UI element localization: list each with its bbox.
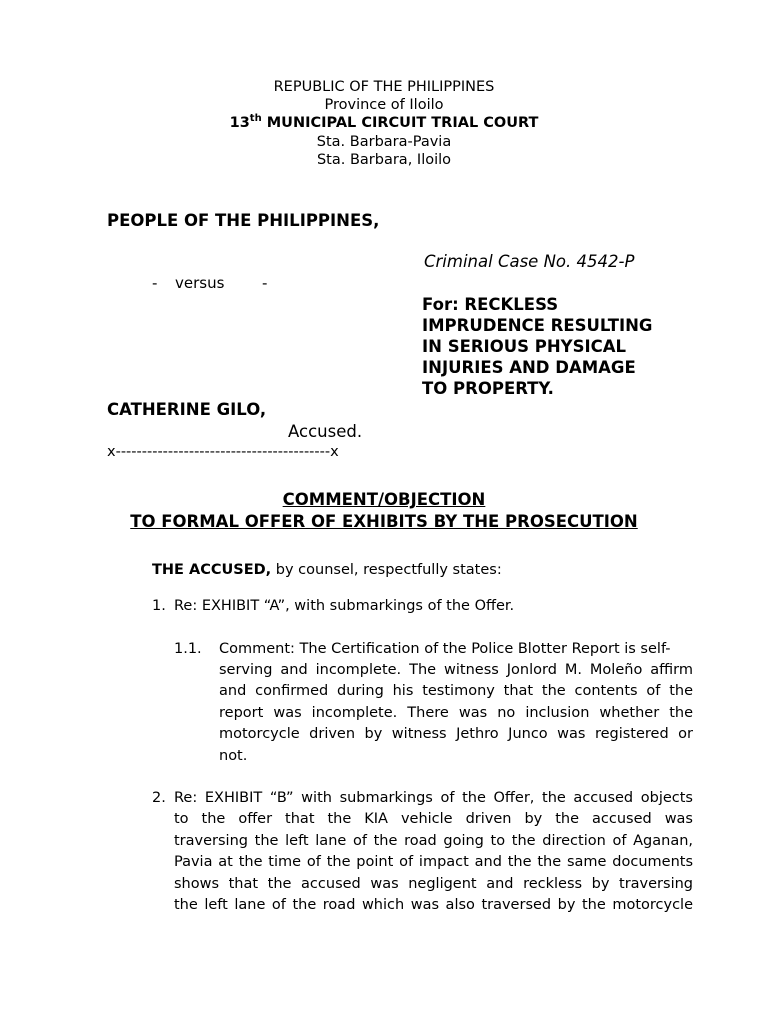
plaintiff-name: PEOPLE OF THE PHILIPPINES, — [107, 211, 380, 230]
paragraph-line: serving and incomplete. The witness Jonlord M. Moleño affirm — [219, 662, 693, 678]
paragraph-line: traversing the left lane of the road going to the direction of Aganan, — [174, 832, 693, 849]
charge-line: TO PROPERTY. — [422, 379, 554, 398]
header-location: Sta. Barbara, Iloilo — [316, 152, 452, 168]
versus-dash-right: - — [262, 274, 268, 292]
paragraph-line: to the offer that the KIA vehicle driven by the accused was — [174, 811, 693, 828]
versus-dash-left: - — [152, 274, 158, 292]
intro-paragraph — [152, 562, 502, 578]
item-1-1-number: 1.1. — [174, 641, 202, 657]
charge-line: For: RECKLESS — [422, 295, 559, 314]
court-ordinal-suffix: th — [249, 113, 262, 125]
header-court — [0, 114, 768, 132]
charge-line: INJURIES AND DAMAGE — [422, 358, 636, 377]
intro-text: by counsel, respectfully states: — [271, 562, 502, 578]
paragraph-line: the left lane of the road which was also traversed by the motorcycle — [174, 897, 693, 914]
item-1-1-first-line: Comment: The Certification of the Police Blotter Report is self- — [219, 641, 671, 657]
caption-separator: x-----------------------------------------x — [107, 444, 339, 460]
court-number: 13 — [229, 115, 250, 131]
defendant-name: CATHERINE GILO, — [107, 400, 267, 419]
item-2-number: 2. — [152, 790, 166, 806]
case-number: Criminal Case No. 4542-P — [424, 252, 635, 271]
charge-line: IMPRUDENCE RESULTING — [422, 316, 653, 335]
header-branch: Sta. Barbara-Pavia — [316, 134, 452, 150]
paragraph-line: not. — [219, 747, 248, 764]
item-2-paragraph — [174, 788, 693, 916]
paragraph-line: report was incomplete. There was no inclusion whether the — [219, 704, 693, 721]
item-1-text: Re: EXHIBIT “A”, with submarkings of the Offer. — [174, 598, 515, 614]
paragraph-line: shows that the accused was negligent and reckless by traversing — [174, 875, 693, 892]
document-subtitle: TO FORMAL OFFER OF EXHIBITS BY THE PROSECUTION — [130, 512, 638, 531]
item-1-1-paragraph — [219, 660, 693, 767]
item-1-number: 1. — [152, 598, 166, 614]
paragraph-line: Pavia at the time of the point of impact and the the same documents — [174, 854, 693, 871]
court-name: MUNICIPAL CIRCUIT TRIAL COURT — [261, 115, 539, 131]
accused-label: Accused. — [288, 422, 363, 441]
paragraph-line: Re: EXHIBIT “B” with submarkings of the Offer, the accused objects — [174, 790, 693, 806]
header-province: Province of Iloilo — [324, 97, 444, 113]
intro-bold: THE ACCUSED, — [152, 562, 272, 578]
header-republic: REPUBLIC OF THE PHILIPPINES — [273, 79, 495, 95]
paragraph-line: motorcycle driven by witness Jethro Junco was registered or — [219, 726, 693, 743]
document-title: COMMENT/OBJECTION — [282, 490, 486, 509]
paragraph-line: and confirmed during his testimony that the contents of the — [219, 683, 693, 700]
charge-line: IN SERIOUS PHYSICAL — [422, 337, 627, 356]
versus-label: versus — [175, 274, 225, 292]
